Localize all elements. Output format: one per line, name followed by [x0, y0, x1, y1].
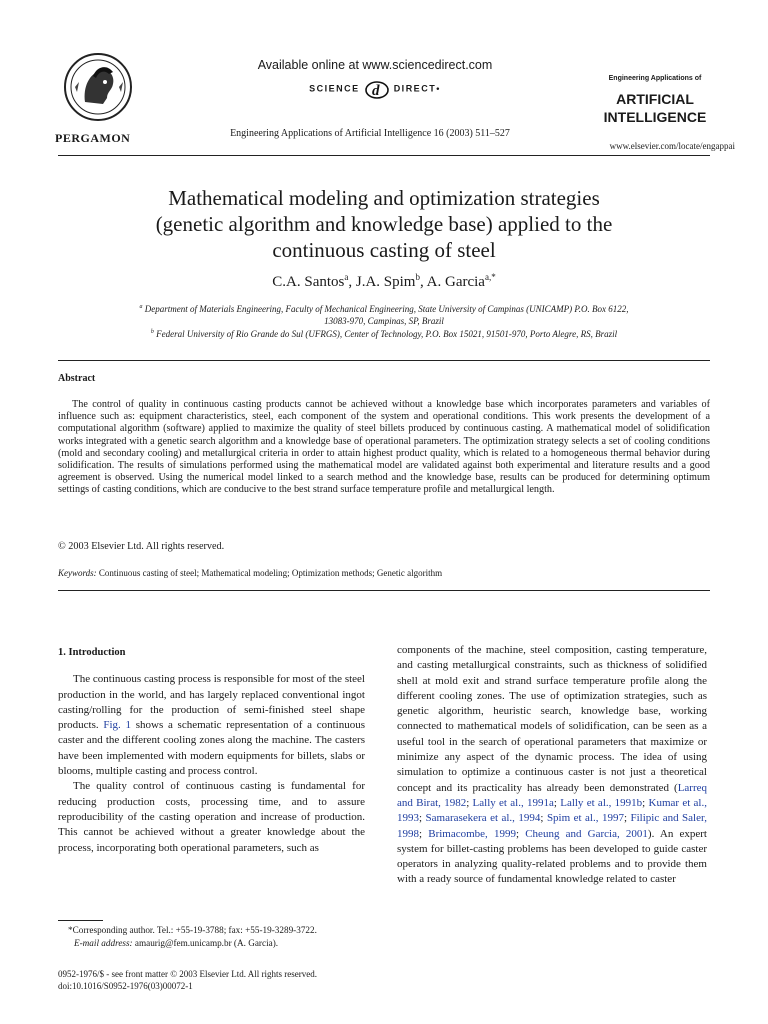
- reference-link[interactable]: Samarasekera et al., 1994: [425, 812, 541, 825]
- affiliation-a-line2: 13083-970, Campinas, SP, Brazil: [324, 316, 444, 326]
- intro-paragraph-2: The quality control of continuous casting is fundamental for reducing production costs, processing time, and to assure reproducibility of the casting operation and increase of production. This cannot be achieved without a greater knowledge about the process, incorporating both operational parameters, such as: [58, 780, 365, 854]
- header-divider: [58, 155, 710, 156]
- email-address[interactable]: amaurig@fem.unicamp.br (A. Garcia).: [134, 938, 279, 948]
- abstract-bottom-divider: [58, 590, 710, 591]
- journal-brand-line1: ARTIFICIAL: [616, 91, 694, 107]
- doi-line[interactable]: doi:10.1016/S0952-1976(03)00072-1: [58, 981, 193, 991]
- keywords-list: Continuous casting of steel; Mathematical modeling; Optimization methods; Genetic algorithm: [98, 568, 443, 578]
- title-line-2: (genetic algorithm and knowledge base) applied to the: [155, 212, 613, 236]
- intro-p1-part-b: shows a schematic representation of a continuous caster and the different cooling zones along the machine. The casters have been implemented with modern equipments for billets, slabs or blooms, multiple casting and process control.: [58, 719, 365, 778]
- footnote-divider: [58, 920, 103, 921]
- title-line-3: continuous casting of steel: [272, 238, 496, 262]
- reference-link[interactable]: Lally et al., 1991a: [472, 796, 554, 809]
- abstract-copyright: © 2003 Elsevier Ltd. All rights reserved.: [58, 541, 225, 552]
- sciencedirect-left: SCIENCE: [309, 83, 360, 94]
- affiliation-a: [70, 301, 698, 327]
- keywords-label: Keywords:: [58, 568, 97, 578]
- reference-link[interactable]: Kumar et al., 1993: [397, 796, 707, 825]
- author-2-affil: b: [415, 272, 420, 282]
- affiliation-a-marker: a: [139, 304, 143, 310]
- keywords: [58, 568, 710, 578]
- body-left-column: [58, 645, 365, 856]
- author-3-affil: a,*: [484, 272, 496, 282]
- journal-brand-small: Engineering Applications of: [608, 75, 702, 82]
- article-title: [60, 185, 708, 263]
- journal-citation: Engineering Applications of Artificial Intelligence 16 (2003) 511–527: [230, 128, 510, 139]
- reference-link[interactable]: Lally et al., 1991b: [560, 796, 643, 809]
- page-footer: [58, 968, 458, 992]
- journal-brand: [580, 90, 730, 126]
- publisher-logo: [55, 52, 145, 146]
- issn-line: 0952-1976/$ - see front matter © 2003 Elsevier Ltd. All rights reserved.: [58, 969, 318, 979]
- corresponding-author: *Corresponding author. Tel.: +55-19-3788; fax: +55-19-3289-3722.: [68, 925, 317, 935]
- publisher-name: PERGAMON: [55, 131, 131, 145]
- section-heading: 1. Introduction: [58, 647, 126, 658]
- email-label: E-mail address:: [74, 938, 133, 948]
- body-right-column: [397, 643, 707, 888]
- author-1-affil: a: [344, 272, 349, 282]
- sciencedirect-logo: SCIENCE d DIRECT•: [260, 78, 490, 100]
- affiliation-a-line1: Department of Materials Engineering, Faculty of Mechanical Engineering, State University of Campinas (UNICAMP) P.O. Box 6122,: [144, 304, 629, 314]
- journal-brand-line2: INTELLIGENCE: [603, 109, 707, 125]
- figure-link[interactable]: Fig. 1: [103, 719, 131, 732]
- affiliation-b: [70, 326, 698, 340]
- author-2: J.A. Spim: [355, 274, 416, 290]
- abstract-text: The control of quality in continuous casting products cannot be achieved without a knowledge base which incorporates parameters and variables of influence such as: equipment characteristics, steel, each component of the system and operational conditions. This work presents the development of a computational algorithm (software) applied to maximize the quality of steel billets produced by continuous casting. A mathematical model of solidification works integrated with a genetic search algorithm and a knowledge base of operational parameters. The optimization strategy selects a set of cooling conditions (mold and secondary cooling) and metallurgical criteria in order to attain highest product quality, which is related to a homogeneous thermal behavior during solidification. The results of simulations performed using the mathematical model are validated against both experimental and literature results and a good agreement is observed. Using the numerical model linked to a search method and the knowledge base, results can be produced for determining optimum settings of casting conditions, which are conducive to the best strand surface temperature profile and metallurgical length.: [58, 399, 710, 496]
- pergamon-emblem-icon: [63, 52, 133, 122]
- author-1: C.A. Santos: [272, 274, 345, 290]
- intro-paragraph-1: [58, 672, 365, 779]
- author-list: C.A. Santos$^a$, J.A. Spim$^b$, A. Garcia$^{a,*}$: [272, 272, 496, 290]
- abstract-heading: Abstract: [58, 373, 96, 384]
- reference-link[interactable]: Brimacombe, 1999: [428, 827, 516, 840]
- title-line-1: Mathematical modeling and optimization strategies: [168, 186, 600, 210]
- abstract-top-divider: [58, 360, 710, 361]
- reference-link[interactable]: Spim et al., 1997: [546, 812, 624, 825]
- reference-link[interactable]: Cheung and Garcia, 2001: [525, 827, 648, 840]
- reference-link[interactable]: Larreq and Birat, 1982: [397, 781, 707, 809]
- intro-paragraph-continued: components of the machine, steel composition, casting temperature, and casting metallurgical constraints, such as thickness of solidified shell at mold exit and strand surface temperature profile along the different cooling zones. The use of optimization strategies, such as genetic algorithm, heuristic search, knowledge base, working connected to mathematical models of solidification, can be seen as a useful tool in the search of operational parameters that maximize or minimize any aspect of the dynamic process. The idea of using simulation to optimize a continuous caster is not just a theoretical concept and its practicality has already been demonstrated (Larreq and Birat, 1982; Lally et al., 1991a; Lally et al., 1991b; Kumar et al., 1993; Samarasekera et al., 1994; Spim et al., 1997; Filipic and Saler, 1998; Brimacombe, 1999; Cheung and Garcia, 2001). An expert system for billet-casting problems has been developed to guide caster operators in analyzing quality-related problems and to provide them with a ready source of fundamental knowledge related to caster: [397, 644, 707, 886]
- affiliation-b-marker: b: [150, 329, 154, 335]
- affiliation-b-text: Federal University of Rio Grande do Sul (UFRGS), Center of Technology, P.O. Box 15021, 91501-970, Porto Alegre, RS, Brazil: [156, 329, 618, 339]
- available-online-text: Available online at www.sciencedirect.com: [257, 58, 493, 72]
- reference-link[interactable]: Filipic and Saler, 1998: [397, 812, 707, 840]
- footnote: [58, 924, 365, 950]
- intro-p1-part-a: The continuous casting process is responsible for most of the steel production in the world, and has largely replaced conventional ingot casting/rolling for the production of semi-finished steel shape products.: [58, 673, 365, 732]
- sciencedirect-d-icon: [364, 78, 390, 100]
- author-3: A. Garcia: [426, 274, 485, 290]
- svg-text:d: d: [371, 83, 381, 99]
- journal-url[interactable]: www.elsevier.com/locate/engappai: [609, 141, 735, 151]
- intro-r1-part-b: ). An expert system for billet-casting problems has been developed to guide caster operators in analyzing quality-related problems and to provide them with a ready source of fundamental knowledge related to caster: [397, 827, 707, 886]
- sciencedirect-right: DIRECT: [393, 83, 437, 94]
- intro-r1-part-a: components of the machine, steel composition, casting temperature, and casting metallurgical constraints, such as thickness of solidified shell at mold exit and strand surface temperature profile along the different cooling zones. The use of optimization strategies, such as genetic algorithm, heuristic search, knowledge base, working connected to mathematical models of solidification, can be seen as a useful tool in the search of operational parameters that maximize or minimize any aspect of the dynamic process. The idea of using simulation to optimize a continuous caster is not just a theoretical concept and its practicality has already been demonstrated (: [397, 644, 707, 794]
